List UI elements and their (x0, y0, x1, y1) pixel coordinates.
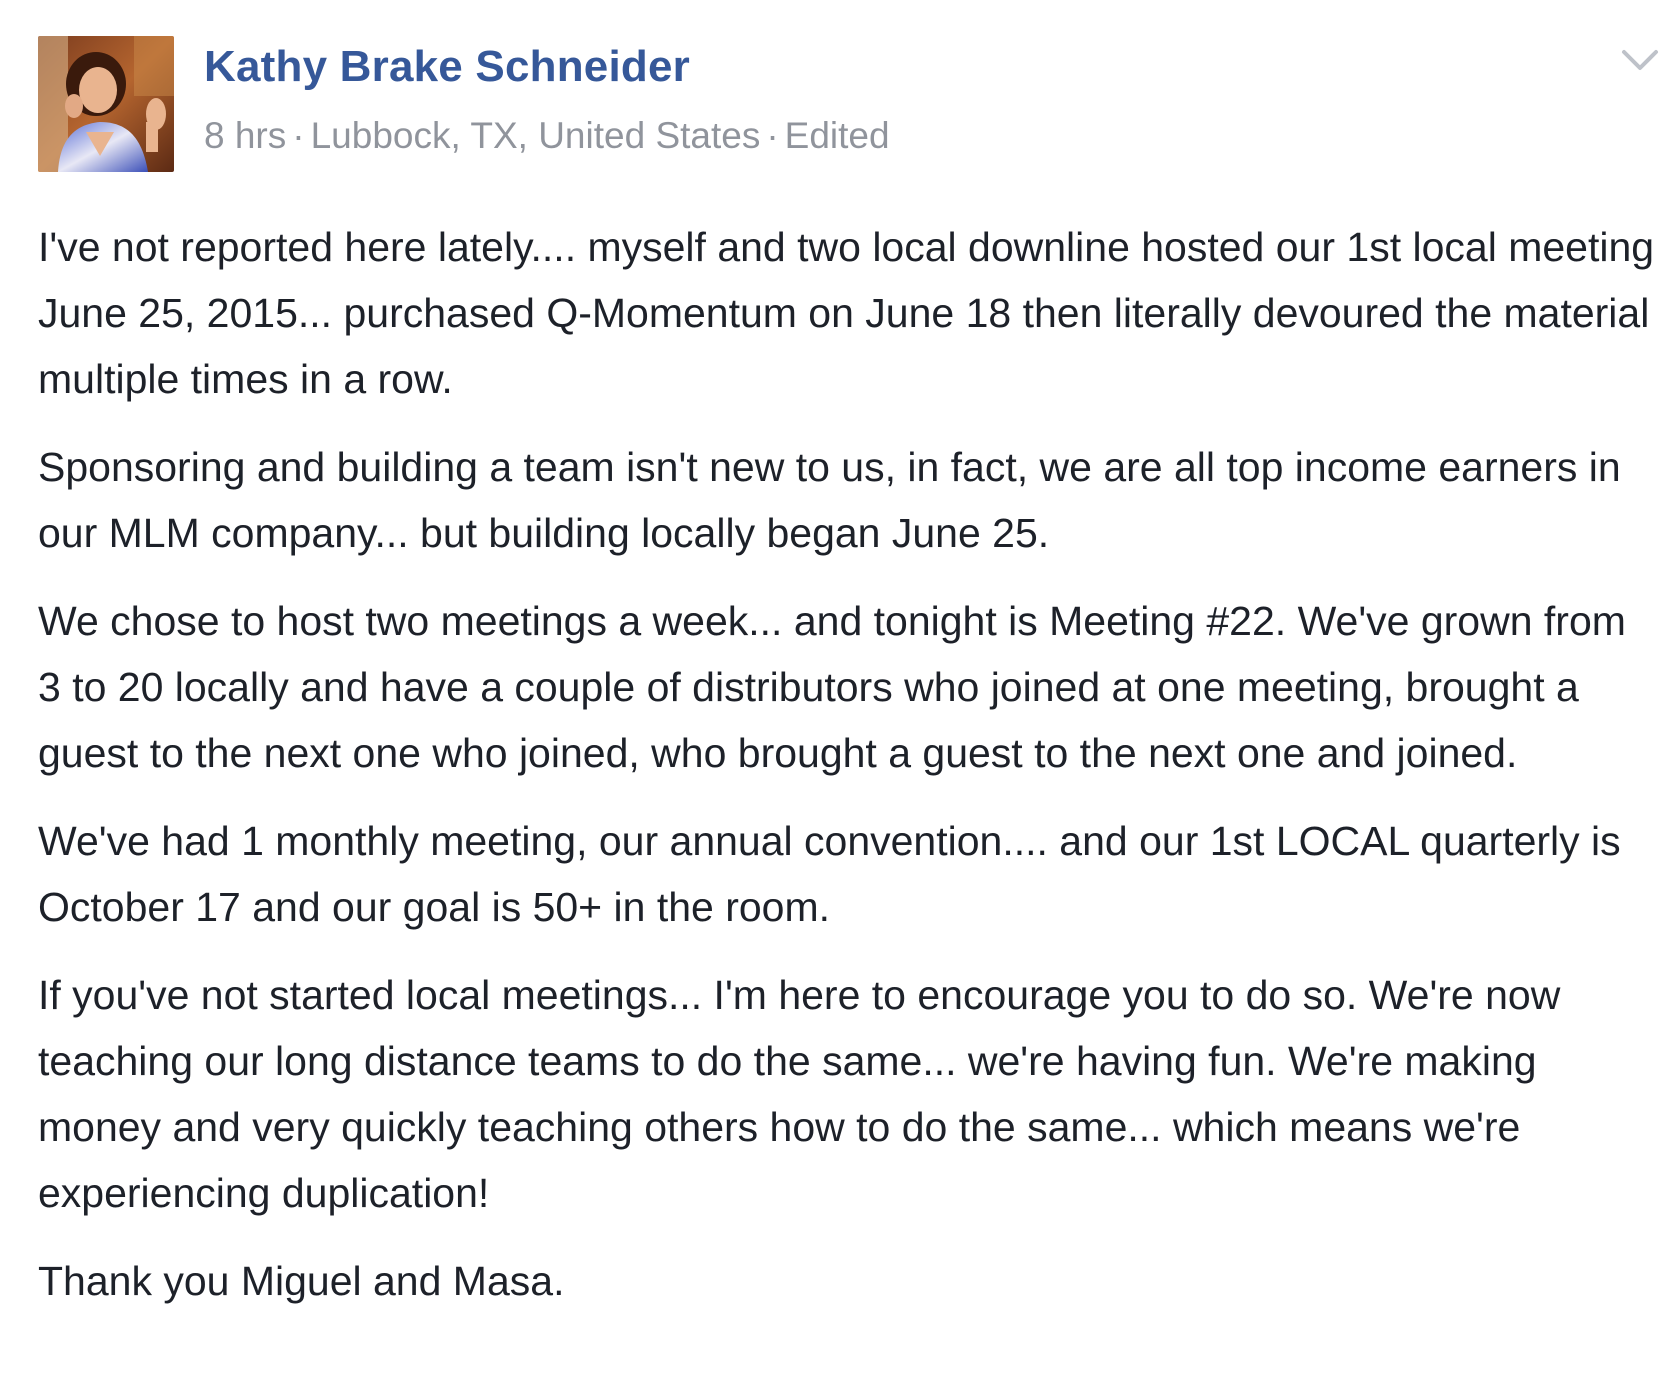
post-options-button[interactable] (1620, 46, 1660, 74)
author-name-link[interactable]: Kathy Brake Schneider (204, 42, 690, 91)
post-paragraph: We've had 1 monthly meeting, our annual convention.... and our 1st LOCAL quarterly is October 17 and our goal is 50+ in the room. (38, 818, 1621, 930)
post-body (38, 214, 1658, 1336)
meta-separator: · (766, 115, 779, 156)
post-paragraph: If you've not started local meetings... I'm here to encourage you to do so. We're now teaching our long distance teams to do the same... we're having fun. We're making money and very quickly teaching others how to do the same... which means we're experiencing duplication! (38, 972, 1561, 1216)
edited-history-link[interactable]: Edited (784, 115, 890, 156)
post-paragraph: Thank you Miguel and Masa. (38, 1258, 565, 1304)
post-location-link[interactable]: Lubbock, TX, United States (310, 115, 761, 156)
post-meta (204, 115, 890, 157)
meta-separator: · (292, 115, 305, 156)
avatar[interactable] (38, 36, 174, 172)
chevron-down-icon (1620, 46, 1660, 74)
post-paragraph: We chose to host two meetings a week... and tonight is Meeting #22. We've grown from 3 to 20 locally and have a couple of distributors who joined at one meeting, brought a guest to the next one who joined, who brought a guest to the next one and joined. (38, 598, 1626, 776)
post-paragraph: I've not reported here lately.... myself and two local downline hosted our 1st local meeting June 25, 2015... purchased Q-Momentum on June 18 then literally devoured the material multiple times in a row. (38, 224, 1655, 402)
post-timestamp-link[interactable]: 8 hrs (204, 115, 287, 156)
post-paragraph: Sponsoring and building a team isn't new to us, in fact, we are all top income earners in our MLM company... but building locally began June 25. (38, 444, 1621, 556)
profile-photo-icon (38, 36, 174, 172)
